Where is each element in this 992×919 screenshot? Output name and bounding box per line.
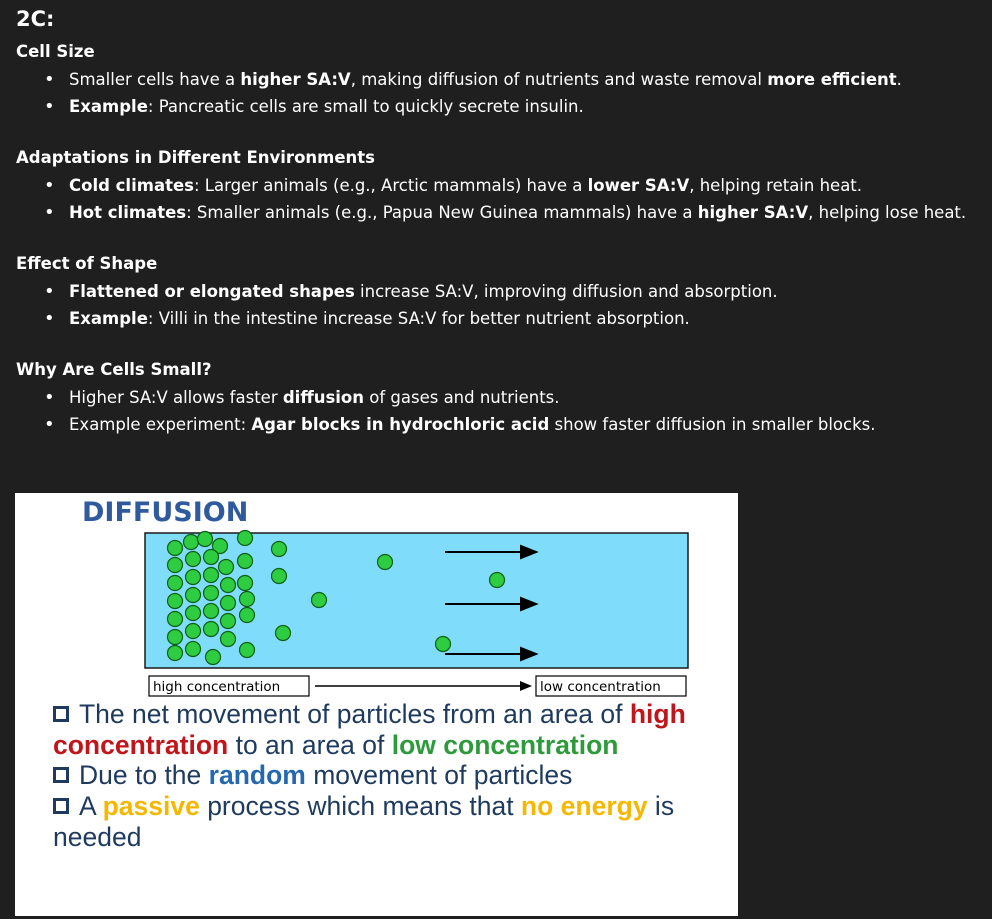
diffusion-card [15,493,738,916]
point-2: Due to the random movement of particles [53,760,733,791]
particle [186,624,201,639]
point-1: The net movement of particles from an area of high concentration to an area of low concentration [53,699,686,760]
particle [238,576,253,591]
particle [206,650,221,665]
particle [168,594,183,609]
sections [16,40,976,438]
checkbox-icon [53,767,69,783]
particle [168,612,183,627]
bullet-item: • Higher SA:V allows faster diffusion of gases and nutrients. [44,384,976,411]
particle [204,550,219,565]
bullet-item: • Smaller cells have a higher SA:V, making diffusion of nutrients and waste removal more efficient. [44,66,976,93]
particle [490,573,505,588]
particle [168,541,183,556]
particle [240,643,255,658]
bullet-list [16,66,976,120]
particle [276,626,291,641]
section-title: Why Are Cells Small? [16,360,212,379]
particle [219,560,234,575]
particle [204,604,219,619]
bullet-list [16,278,976,332]
particle [186,552,201,567]
particle [184,535,199,550]
particle [240,592,255,607]
particle [312,593,327,608]
diagram-title: DIFFUSION [82,497,249,528]
particle [238,554,253,569]
particle [204,622,219,637]
particle [221,578,236,593]
bullet-list [16,384,976,438]
bullet-item: • Example: Pancreatic cells are small to quickly secrete insulin. [44,93,976,120]
checkbox-icon [53,798,69,814]
bullet-item: • Example experiment: Agar blocks in hydrochloric acid show faster diffusion in smaller blocks. [44,411,976,438]
particle [204,586,219,601]
particle [221,614,236,629]
gradient-arrow-head [520,681,532,691]
particle [238,531,253,546]
particle [186,642,201,657]
particle [378,555,393,570]
bullet-item: • Hot climates: Smaller animals (e.g., Papua New Guinea mammals) have a higher SA:V, helping lose heat. [44,199,976,226]
particle [436,637,451,652]
low-concentration-label: low concentration [540,679,661,695]
diffusion-diagram [15,493,738,703]
particle [186,570,201,585]
high-concentration-label: high concentration [153,679,281,695]
checkbox-icon [53,706,69,722]
particle [204,568,219,583]
bullet-item: • Flattened or elongated shapes increase SA:V, improving diffusion and absorption. [44,278,976,305]
document [16,6,976,438]
particle [186,606,201,621]
particle [240,608,255,623]
particle [198,532,213,547]
page-heading: 2C: [16,7,55,31]
section-title: Adaptations in Different Environments [16,148,375,167]
particle [272,542,287,557]
diffusion-points [53,699,733,853]
bullet-list [16,172,976,226]
particle [168,630,183,645]
bullet-item: • Cold climates: Larger animals (e.g., Arctic mammals) have a lower SA:V, helping retain heat. [44,172,976,199]
point-3: A passive process which means that no energy is needed [53,791,675,852]
particle [186,588,201,603]
particle [168,646,183,661]
particle [272,569,287,584]
section-title: Cell Size [16,42,95,61]
particle [168,558,183,573]
particle [168,576,183,591]
particle [221,632,236,647]
bullet-item: • Example: Villi in the intestine increase SA:V for better nutrient absorption. [44,305,976,332]
section-title: Effect of Shape [16,254,158,273]
particle [221,596,236,611]
